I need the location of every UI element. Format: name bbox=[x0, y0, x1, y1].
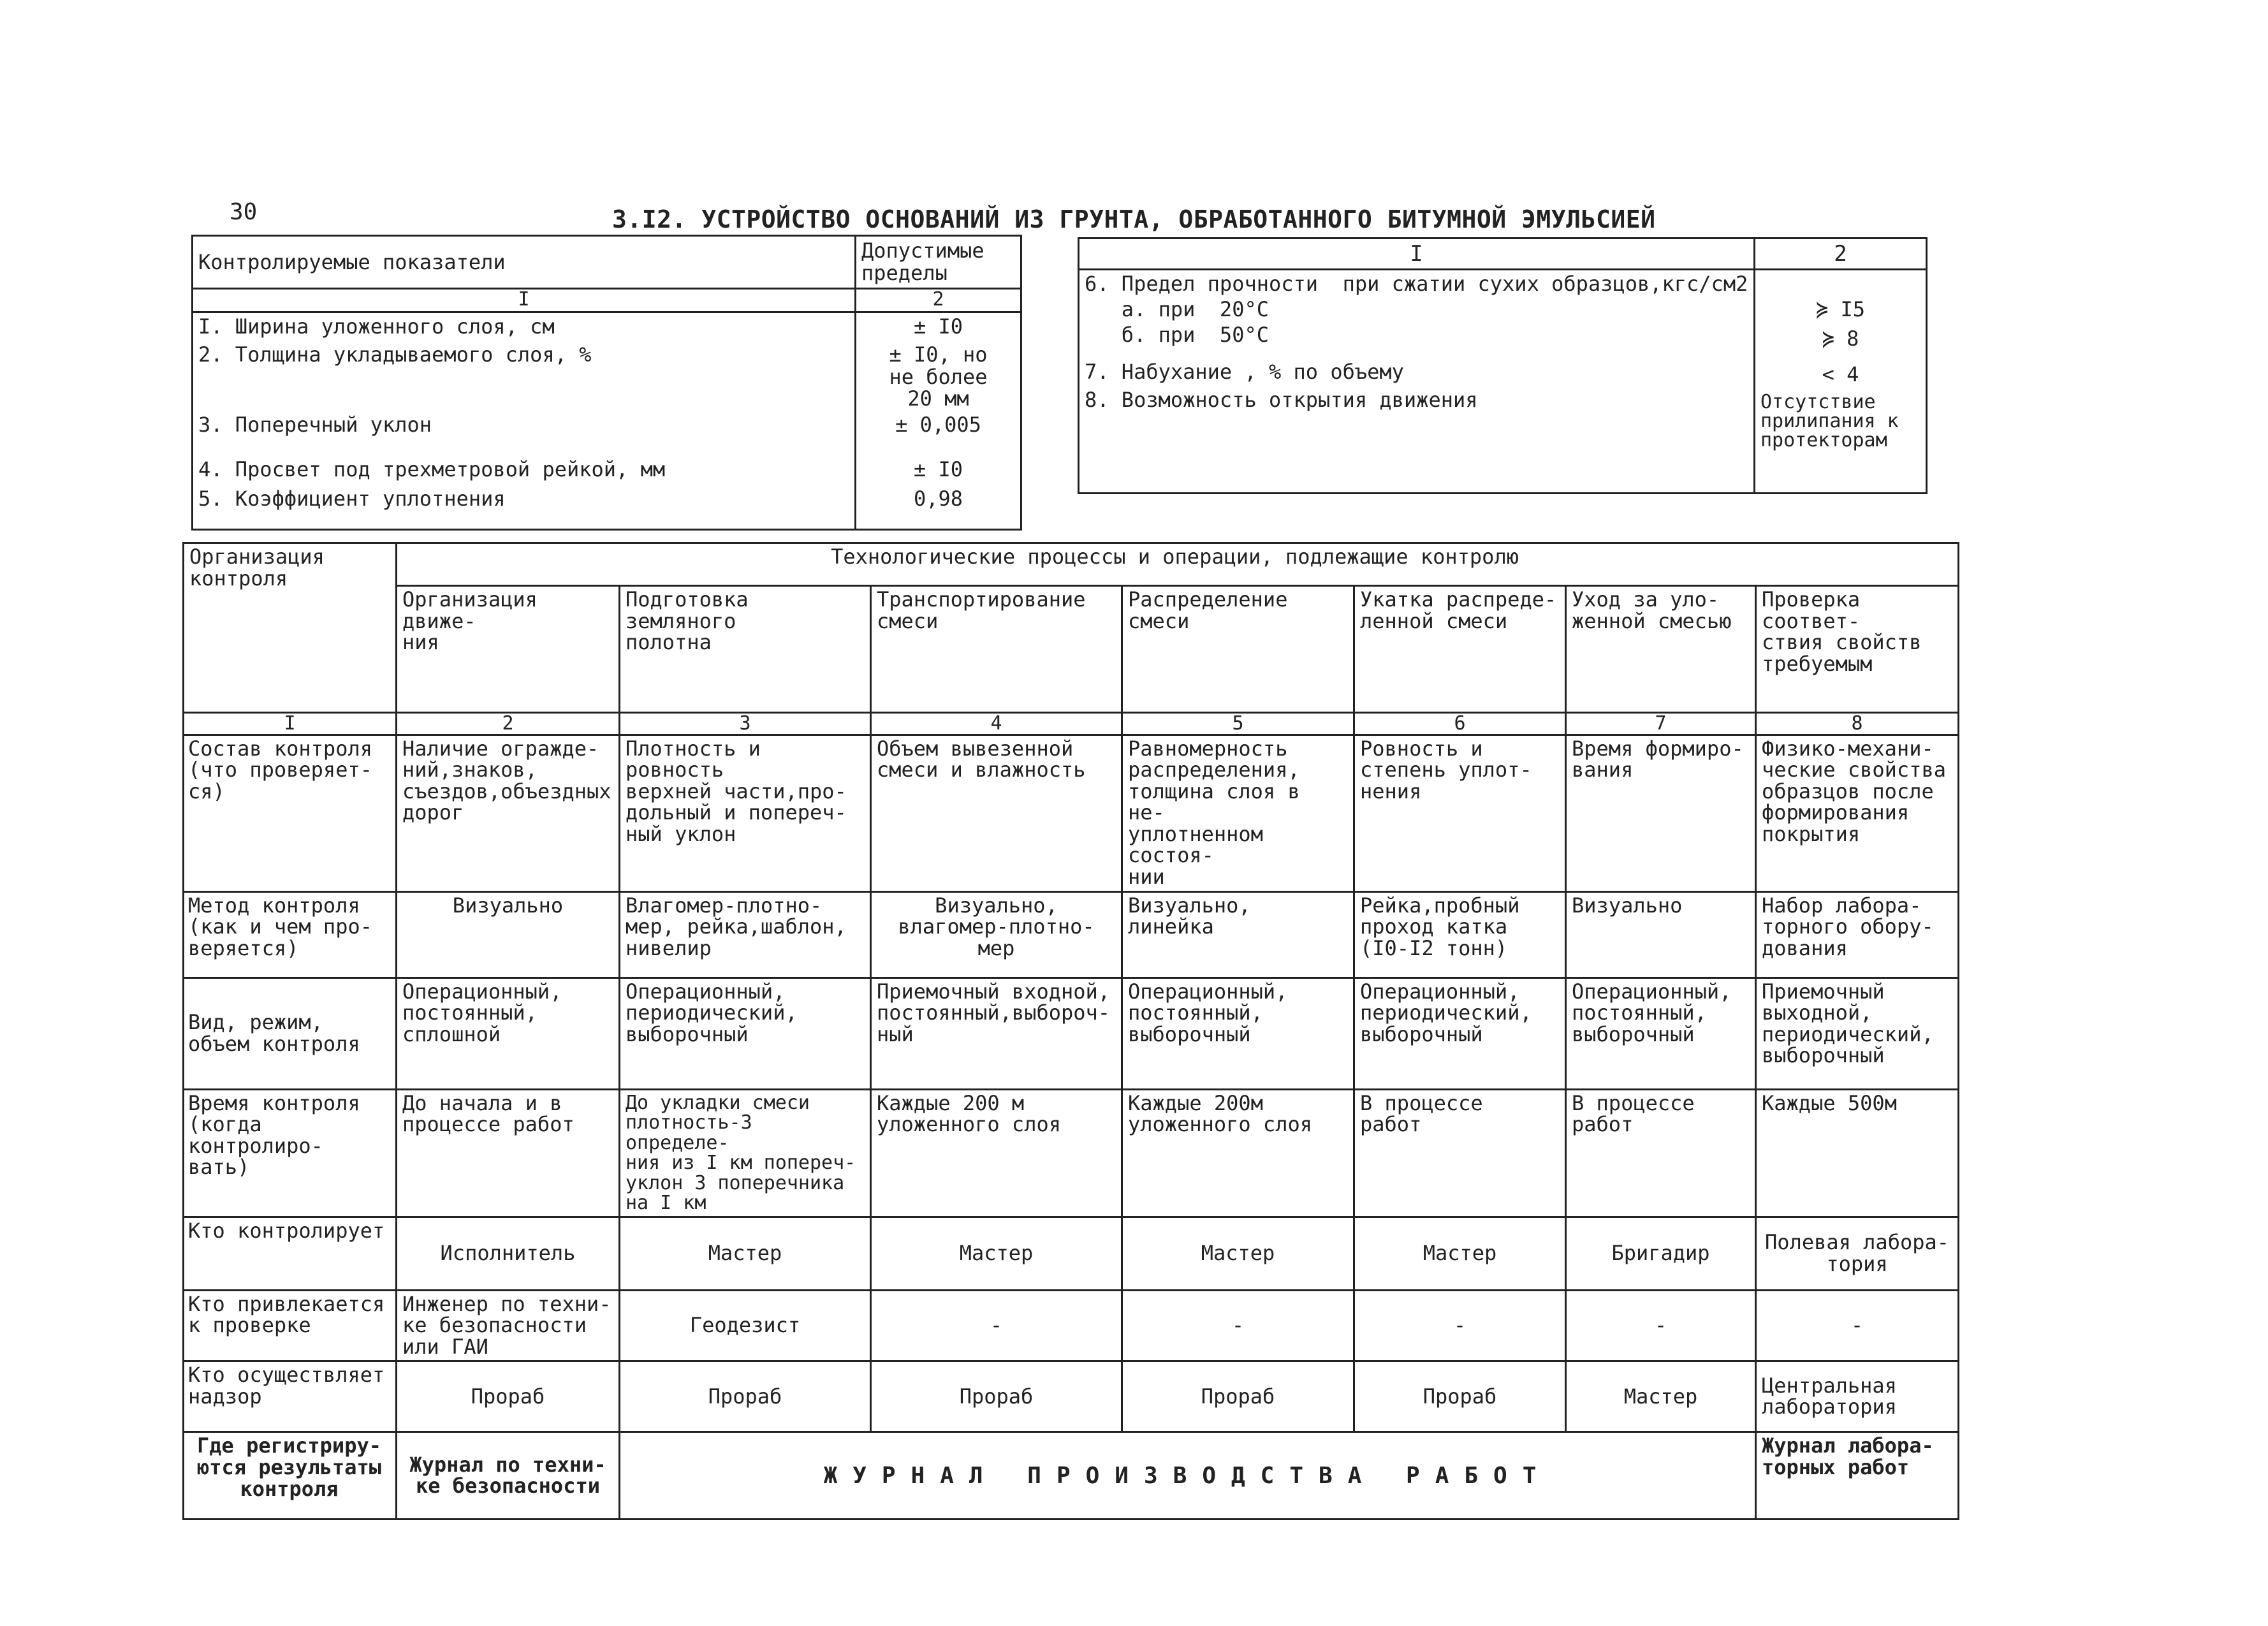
row-header: Метод контроля (как и чем про- веряется) bbox=[184, 891, 397, 978]
column-number: I bbox=[184, 713, 397, 735]
table-cell: Операционный, постоянный, сплошной bbox=[397, 978, 620, 1089]
table-cell: Прораб bbox=[871, 1361, 1122, 1432]
column-number: 8 bbox=[1756, 713, 1959, 735]
row-header: Время контроля (когда контролиро- вать) bbox=[184, 1089, 397, 1217]
property-value: ≽ I5 bbox=[1815, 297, 1866, 321]
table-cell: Наличие огражде- ний,знаков, съездов,объездных дорог bbox=[397, 735, 620, 891]
table-cell: Визуально bbox=[1566, 891, 1756, 978]
table-cell: Набор лабора- торного обору- дования bbox=[1756, 891, 1959, 978]
table-row bbox=[184, 735, 1959, 891]
table-cell: Каждые 200 м уложенного слоя bbox=[871, 1089, 1122, 1217]
table-cell: Рейка,пробный проход катка (I0-I2 тонн) bbox=[1354, 891, 1566, 978]
property-value: Отсутствие прилипания к протекторам bbox=[1760, 391, 1899, 451]
indicator-label: 5. Коэффициент уплотнения bbox=[198, 487, 506, 511]
limit-value: ± 0,005 bbox=[895, 413, 981, 437]
table-cell: Визуально bbox=[397, 891, 620, 978]
table-cell: Мастер bbox=[1354, 1217, 1566, 1290]
limit-value: ± I0 bbox=[913, 457, 963, 481]
table-cell: Прораб bbox=[397, 1361, 620, 1432]
limit-list bbox=[856, 312, 1021, 530]
table-row bbox=[184, 891, 1959, 978]
table-cell: Визуально, линейка bbox=[1122, 891, 1354, 978]
table-cell: Операционный, постоянный, выборочный bbox=[1122, 978, 1354, 1089]
table-row bbox=[184, 1361, 1959, 1432]
table-row bbox=[184, 1290, 1959, 1361]
property-value: < 4 bbox=[1822, 362, 1859, 386]
column-number: 2 bbox=[397, 713, 620, 735]
column-number: 7 bbox=[1566, 713, 1756, 735]
table-row bbox=[184, 1089, 1959, 1217]
column-number: I bbox=[1079, 238, 1755, 270]
limit-value: ± I0, но не более 20 мм bbox=[889, 342, 988, 411]
property-label: 7. Набухание , % по объему bbox=[1085, 360, 1404, 384]
tolerances-table bbox=[191, 235, 1022, 531]
table-cell: Операционный, периодический, выборочный bbox=[1354, 978, 1566, 1089]
column-header: Уход за уло- женной смесью bbox=[1566, 586, 1756, 713]
process-header: Технологические процессы и операции, подлежащие контролю bbox=[397, 543, 1959, 586]
table-cell: Мастер bbox=[871, 1217, 1122, 1290]
indicator-list bbox=[193, 312, 856, 530]
limit-value: 0,98 bbox=[913, 487, 963, 511]
property-value: ≽ 8 bbox=[1822, 326, 1859, 351]
column-number: 6 bbox=[1354, 713, 1566, 735]
strength-table bbox=[1078, 237, 1928, 494]
column-header: Проверка соответ- ствия свойств требуемым bbox=[1756, 586, 1959, 713]
row-header: Где регистриру- ются результаты контроля bbox=[184, 1432, 397, 1520]
table-cell: Геодезист bbox=[620, 1290, 871, 1361]
row-header: Состав контроля (что проверяет- ся) bbox=[184, 735, 397, 891]
indicator-label: 2. Толщина укладываемого слоя, % bbox=[198, 342, 592, 367]
table-cell: Операционный, периодический, выборочный bbox=[620, 978, 871, 1089]
table-cell: Прораб bbox=[1354, 1361, 1566, 1432]
row-header: Кто привлекается к проверке bbox=[184, 1290, 397, 1361]
property-value bbox=[1760, 273, 1920, 298]
table-row bbox=[184, 1217, 1959, 1290]
table-cell: Мастер bbox=[620, 1217, 871, 1290]
column-header: Укатка распреде- ленной смеси bbox=[1354, 586, 1566, 713]
column-number: 3 bbox=[620, 713, 871, 735]
table-cell: Мастер bbox=[1122, 1217, 1354, 1290]
table-cell: Объем вывезенной смеси и влажность bbox=[871, 735, 1122, 891]
column-number: 5 bbox=[1122, 713, 1354, 735]
column-number: 4 bbox=[871, 713, 1122, 735]
header-allowed-limits: Допустимые пределы bbox=[856, 236, 1021, 289]
row-header: Кто осуществляет надзор bbox=[184, 1361, 397, 1432]
table-cell: Время формиро- вания bbox=[1566, 735, 1756, 891]
table-cell: Операционный, постоянный, выборочный bbox=[1566, 978, 1756, 1089]
safety-journal-cell: Журнал по техни- ке безопасности bbox=[397, 1432, 620, 1520]
property-label: 8. Возможность открытия движения bbox=[1085, 388, 1478, 412]
table-cell: Бригадир bbox=[1566, 1217, 1756, 1290]
limit-value: ± I0 bbox=[913, 314, 963, 339]
lab-journal-cell: Журнал лабора- торных работ bbox=[1756, 1432, 1959, 1520]
table-cell: До укладки смеси плотность-3 определе- ния из I км попереч- уклон 3 поперечника на I км bbox=[620, 1089, 871, 1217]
column-header: Распределение смеси bbox=[1122, 586, 1354, 713]
table-cell: Прораб bbox=[1122, 1361, 1354, 1432]
column-number: I bbox=[193, 289, 856, 312]
indicator-label: 3. Поперечный уклон bbox=[198, 413, 432, 437]
table-cell: Исполнитель bbox=[397, 1217, 620, 1290]
property-list bbox=[1079, 270, 1755, 494]
header-controlled-indicators: Контролируемые показатели bbox=[193, 236, 856, 289]
works-journal-cell: ЖУРНАЛ ПРОИЗВОДСТВА РАБОТ bbox=[620, 1432, 1756, 1520]
table-row bbox=[184, 1432, 1959, 1520]
table-cell: В процессе работ bbox=[1354, 1089, 1566, 1217]
property-label: а. при 20°С bbox=[1085, 297, 1269, 321]
table-cell: - bbox=[1756, 1290, 1959, 1361]
table-cell: - bbox=[871, 1290, 1122, 1361]
table-cell: Полевая лабора- тория bbox=[1756, 1217, 1959, 1290]
table-cell: Каждые 200м уложенного слоя bbox=[1122, 1089, 1354, 1217]
table-cell: Физико-механи- ческие свойства образцов после формирования покрытия bbox=[1756, 735, 1959, 891]
column-number: 2 bbox=[856, 289, 1021, 312]
column-header: Организация движе- ния bbox=[397, 586, 620, 713]
table-cell: До начала и в процессе работ bbox=[397, 1089, 620, 1217]
table-cell: Визуально, влагомер-плотно- мер bbox=[871, 891, 1122, 978]
table-cell: - bbox=[1354, 1290, 1566, 1361]
page-title: 3.I2. УСТРОЙСТВО ОСНОВАНИЙ ИЗ ГРУНТА, ОБРАБОТАННОГО БИТУМНОЙ ЭМУЛЬСИЕЙ bbox=[612, 205, 1656, 233]
table-cell: Мастер bbox=[1566, 1361, 1756, 1432]
indicator-label: 4. Просвет под трехметровой рейкой, мм bbox=[198, 457, 666, 481]
table-row bbox=[184, 978, 1959, 1089]
row-header: Вид, режим, объем контроля bbox=[184, 978, 397, 1089]
column-header: Транспортирование смеси bbox=[871, 586, 1122, 713]
table-cell: - bbox=[1566, 1290, 1756, 1361]
table-cell: Ровность и степень уплот- нения bbox=[1354, 735, 1566, 891]
table-cell: Приемочный выходной, периодический, выборочный bbox=[1756, 978, 1959, 1089]
table-cell: Центральная лаборатория bbox=[1756, 1361, 1959, 1432]
property-label: 6. Предел прочности при сжатии сухих образцов,кгс/см2 bbox=[1085, 272, 1748, 296]
page-number: 30 bbox=[230, 199, 258, 225]
org-control-header: Организация контроля bbox=[184, 543, 397, 713]
table-cell: В процессе работ bbox=[1566, 1089, 1756, 1217]
table-cell: Инженер по техни- ке безопасности или ГАИ bbox=[397, 1290, 620, 1361]
table-cell: Равномерность распределения, толщина слоя в не- уплотненном состоя- нии bbox=[1122, 735, 1354, 891]
control-organization-table bbox=[182, 542, 1959, 1520]
table-cell: Влагомер-плотно- мер, рейка,шаблон, нивелир bbox=[620, 891, 871, 978]
table-cell: Прораб bbox=[620, 1361, 871, 1432]
property-value-list bbox=[1755, 270, 1927, 494]
table-cell: Приемочный входной, постоянный,выбороч- ный bbox=[871, 978, 1122, 1089]
property-label: б. при 50°С bbox=[1085, 323, 1269, 347]
column-number: 2 bbox=[1755, 238, 1927, 270]
indicator-label: I. Ширина уложенного слоя, см bbox=[198, 314, 555, 339]
row-header: Кто контролирует bbox=[184, 1217, 397, 1290]
table-cell: Плотность и ровность верхней части,про- дольный и попереч- ный уклон bbox=[620, 735, 871, 891]
column-header: Подготовка земляного полотна bbox=[620, 586, 871, 713]
table-cell: Каждые 500м bbox=[1756, 1089, 1959, 1217]
table-cell: - bbox=[1122, 1290, 1354, 1361]
